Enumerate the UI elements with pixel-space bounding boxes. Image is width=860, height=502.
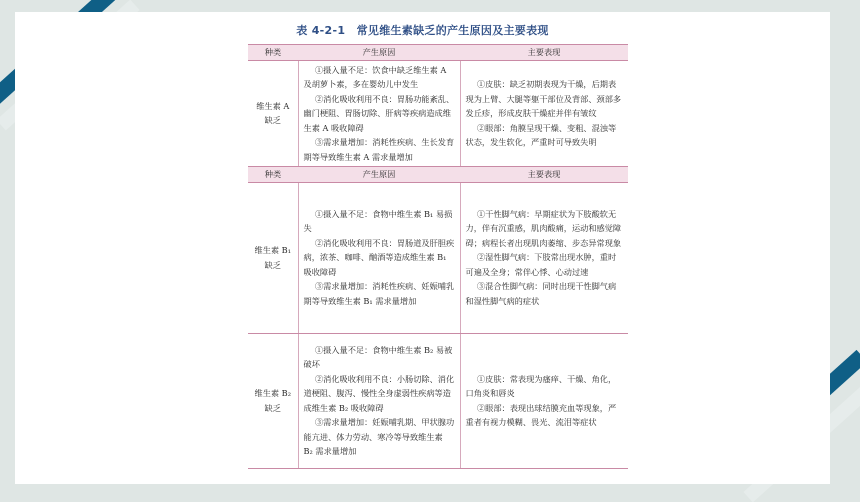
symptom-cell xyxy=(460,60,628,167)
symptom-item: ③混合性脚气病：同时出现干性脚气病和湿性脚气病的症状 xyxy=(465,281,617,306)
header-cause: 产生原因 xyxy=(298,45,460,61)
cause-item: ③需求量增加：消耗性疾病、生长发育期等导致维生素 A 需求量增加 xyxy=(303,137,455,162)
cause-item: ③需求量增加：消耗性疾病、妊娠哺乳期等导致维生素 B₁ 需求量增加 xyxy=(303,281,455,306)
table-row xyxy=(248,333,628,468)
vitamin-deficiency-table xyxy=(248,44,628,469)
cause-cell xyxy=(298,182,460,333)
header-kind: 种类 xyxy=(248,45,298,61)
slide-sheet xyxy=(15,12,830,484)
kind-cell xyxy=(248,333,298,468)
symptom-item: ①皮肤：常表现为瘙痒、干燥、角化，口角炎和唇炎 xyxy=(465,373,617,398)
symptom-item: ②眼部：角膜呈现干燥、变粗、混浊等状态，发生软化，严重时可导致失明 xyxy=(465,122,617,147)
cause-item: ①摄入量不足：食物中维生素 B₂ 易被破坏 xyxy=(303,344,453,369)
kind-line: 缺乏 xyxy=(264,259,281,270)
symptom-item: ①皮肤：缺乏初期表现为干燥，后期表现为上臂、大腿等躯干部位及背部、颈部多发丘疹，形成皮肤干燥症并伴有皱纹 xyxy=(465,79,622,118)
symptom-item: ②眼部：表现出球结膜充血等现象，严重者有视力模糊、畏光、流泪等症状 xyxy=(465,402,617,427)
symptom-cell xyxy=(460,333,628,468)
table-title: 表 4-2-1 常见维生素缺乏的产生原因及主要表现 xyxy=(296,24,549,37)
table-row xyxy=(248,60,628,167)
kind-cell xyxy=(248,182,298,333)
cause-item: ①摄入量不足：饮食中缺乏维生素 A 及胡萝卜素，多在婴幼儿中发生 xyxy=(303,64,447,89)
header-kind: 种类 xyxy=(248,167,298,183)
symptom-item: ②湿性脚气病：下肢常出现水肿，重时可遍及全身；常伴心悸、心动过速 xyxy=(465,252,617,277)
kind-line: 维生素 B₁ xyxy=(254,245,291,255)
header-symptom: 主要表现 xyxy=(460,45,628,61)
header-symptom: 主要表现 xyxy=(460,167,628,183)
cause-cell xyxy=(298,333,460,468)
symptom-cell xyxy=(460,182,628,333)
header-cause: 产生原因 xyxy=(298,167,460,183)
kind-line: 维生素 A xyxy=(256,100,290,111)
cause-item: ②消化吸收利用不良：胃肠功能紊乱、幽门梗阻、胃肠切除、肝病等疾病造成维生素 A 吸收障碍 xyxy=(303,93,455,133)
cause-item: ②消化吸收利用不良：小肠切除、消化道梗阻、腹泻、慢性全身虚弱性疾病等造成维生素 B₂ 吸收障碍 xyxy=(303,373,455,413)
cause-cell xyxy=(298,60,460,167)
header-row xyxy=(248,45,628,61)
kind-cell xyxy=(248,60,298,167)
cause-item: ②消化吸收利用不良：胃肠道及肝胆疾病，浓茶、咖啡、酗酒等造成维生素 B₁ 吸收障碍 xyxy=(303,237,455,277)
header-row xyxy=(248,167,628,183)
symptom-item: ①干性脚气病：早期症状为下肢酸软无力，伴有沉重感，肌肉酸痛，运动和感觉障碍；病程长者出现肌肉萎缩、步态异常现象 xyxy=(465,208,622,248)
cause-item: ③需求量增加：妊娠哺乳期、甲状腺功能亢进、体力劳动、寒冷等导致维生素 B₂ 需求量增加 xyxy=(303,417,455,456)
kind-line: 缺乏 xyxy=(264,402,281,413)
kind-line: 缺乏 xyxy=(264,115,281,126)
cause-item: ①摄入量不足：食物中维生素 B₁ 易损失 xyxy=(303,208,453,234)
kind-line: 维生素 B₂ xyxy=(254,388,291,398)
table-row xyxy=(248,182,628,333)
